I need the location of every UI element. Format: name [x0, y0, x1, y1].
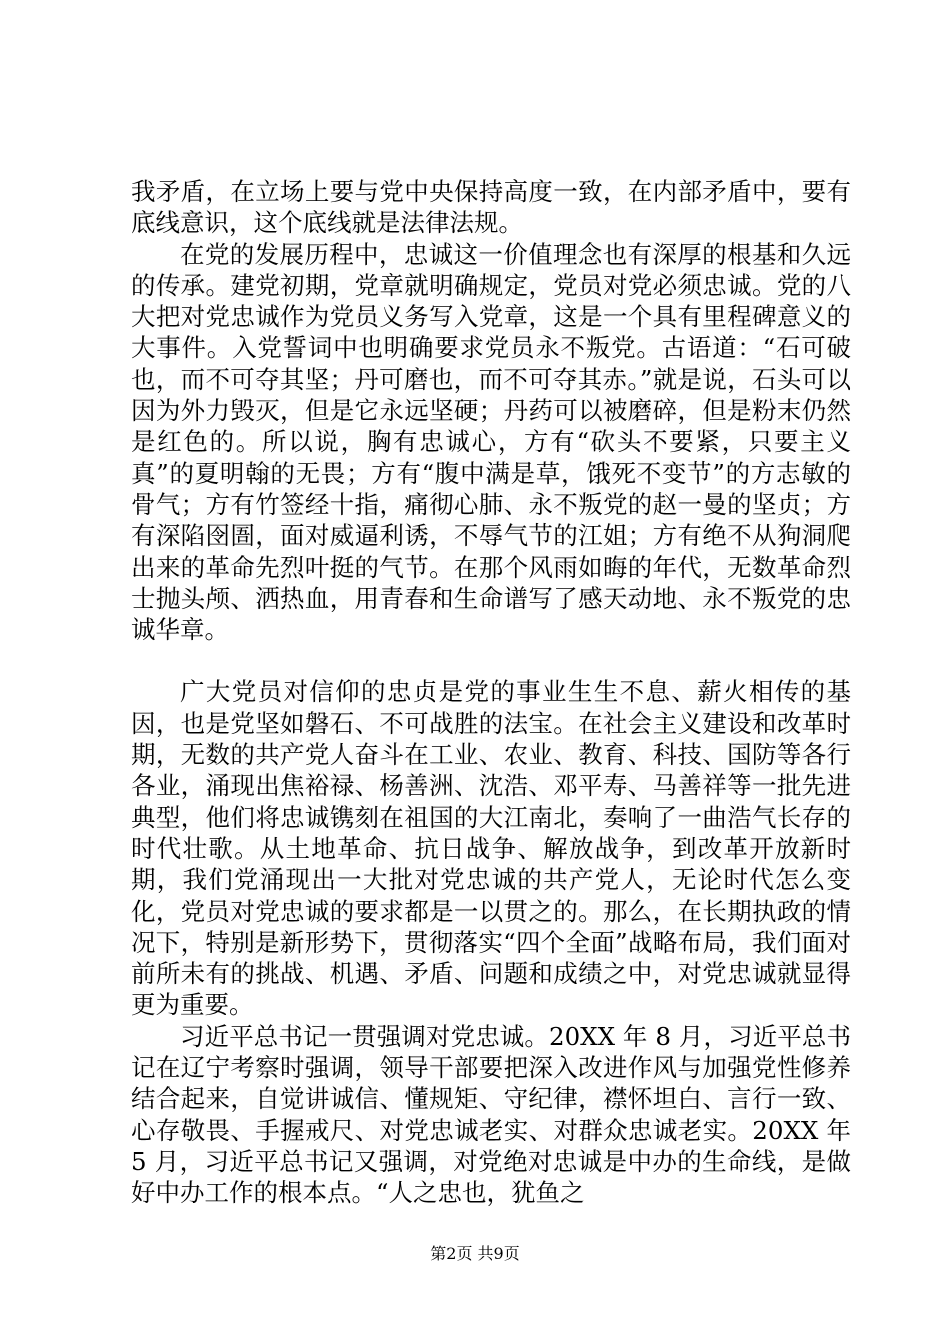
paragraph-continued: 我矛盾，在立场上要与党中央保持高度一致，在内部矛盾中，要有底线意识，这个底线就是法律法规。 [131, 177, 851, 238]
paragraph-general-secretary-loyalty: 习近平总书记一贯强调对党忠诚。20XX 年 8 月，习近平总书记在辽宁考察时强调，领导干部要把深入改进作风与加强党性修养结合起来，自觉讲诚信、懂规矩、守纪律，襟怀坦白、言行一致、心存敬畏、手握戒尺、对党忠诚老实、对群众忠诚老实。20XX 年 5 月，习近平总书记又强调，对党绝对忠诚是中办的生命线，是做好中办工作的根本点。“人之忠也，犹鱼之 [131, 1021, 851, 1208]
body-text [131, 176, 851, 1209]
paragraph-party-history: 在党的发展历程中，忠诚这一价值理念也有深厚的根基和久远的传承。建党初期，党章就明确规定，党员对党必须忠诚。党的八大把对党忠诚作为党员义务写入党章，这是一个具有里程碑意义的大事件。入党誓词中也明确要求党员永不叛党。古语道：“石可破也，而不可夺其坚；丹可磨也，而不可夺其赤。”就是说，石头可以因为外力毁灭，但是它永远坚硬；丹药可以被磨碎，但是粉末仍然是红色的。所以说，胸有忠诚心，方有“砍头不要紧，只要主义真”的夏明翰的无畏；方有“腹中满是草，饿死不变节”的方志敏的骨气；方有竹签经十指，痛彻心肺、永不叛党的赵一曼的坚贞；方有深陷囹圄，面对威逼利诱，不辱气节的江姐；方有绝不从狗洞爬出来的革命先烈叶挺的气节。在那个风雨如晦的年代，无数革命烈士抛头颅、洒热血，用青春和生命谱写了感天动地、永不叛党的忠诚华章。 [131, 239, 851, 645]
paragraph-party-members-faith: 广大党员对信仰的忠贞是党的事业生生不息、薪火相传的基因，也是党坚如磐石、不可战胜的法宝。在社会主义建设和改革时期，无数的共产党人奋斗在工业、农业、教育、科技、国防等各行各业，涌现出焦裕禄、杨善洲、沈浩、邓平寿、马善祥等一批先进典型，他们将忠诚镌刻在祖国的大江南北，奏响了一曲浩气长存的时代壮歌。从土地革命、抗日战争、解放战争，到改革开放新时期，我们党涌现出一大批对党忠诚的共产党人，无论时代怎么变化，党员对党忠诚的要求都是一以贯之的。那么，在长期执政的情况下，特别是新形势下，贯彻落实“四个全面”战略布局，我们面对前所未有的挑战、机遇、矛盾、问题和成绩之中，对党忠诚就显得更为重要。 [131, 677, 851, 1020]
page-number-footer: 第2页 共9页 [430, 1244, 520, 1263]
